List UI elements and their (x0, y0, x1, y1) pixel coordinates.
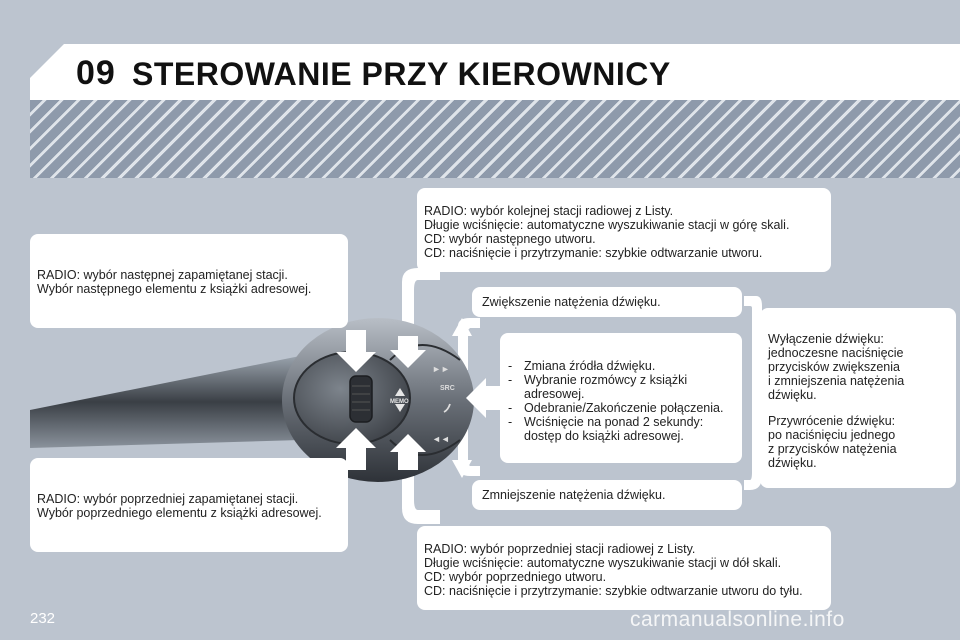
callout-line: CD: naciśnięcie i przytrzymanie: szybkie odtwarzanie utworu do tyłu. (424, 584, 803, 598)
callout-line: dźwięku. (768, 388, 817, 402)
scroll-wheel (350, 376, 372, 422)
page-title: STEROWANIE PRZY KIEROWNICY (132, 56, 671, 92)
callout-line: RADIO: wybór następnej zapamiętanej stacji. (37, 268, 288, 282)
mute-on-text (768, 332, 946, 402)
callout-line: Przywrócenie dźwięku: (768, 414, 896, 428)
rewind-icon: ◄◄ (432, 434, 450, 444)
callout-line: Zmniejszenie natężenia dźwięku. (482, 488, 666, 502)
stalk-arm (30, 356, 300, 448)
list-item: - Zmiana źródła dźwięku. (508, 359, 732, 373)
callout-line: RADIO: wybór kolejnej stacji radiowej z Listy. (424, 204, 674, 218)
callout-next-preset (30, 234, 348, 328)
callout-mute (760, 308, 956, 488)
fast-forward-icon: ►► (432, 364, 450, 374)
callout-line: Wyłączenie dźwięku: (768, 332, 884, 346)
callout-line: Długie wciśnięcie: automatyczne wyszukiwanie stacji w dół skali. (424, 556, 782, 570)
callout-line: Zwiększenie natężenia dźwięku. (482, 295, 661, 309)
callout-seek-up (417, 188, 831, 272)
callout-volume-up (472, 287, 742, 317)
list-item: - Wciśnięcie na ponad 2 sekundy: dostęp do książki adresowej. (508, 415, 732, 443)
callout-line: jednoczesne naciśnięcie (768, 346, 904, 360)
page-number: 232 (30, 610, 56, 627)
callout-line: RADIO: wybór poprzedniej stacji radiowej z Listy. (424, 542, 696, 556)
callout-line: dźwięku. (768, 456, 817, 470)
callout-line: CD: wybór poprzedniego utworu. (424, 570, 607, 584)
callout-source-phone (500, 333, 742, 463)
src-label: SRC (440, 385, 455, 392)
list-item: - Wybranie rozmówcy z książki adresowej. (508, 373, 732, 401)
callout-line: przycisków zwiększenia (768, 360, 900, 374)
callout-line: Wybór następnego elementu z książki adresowej. (37, 282, 312, 296)
callout-line: RADIO: wybór poprzedniej zapamiętanej stacji. (37, 492, 299, 506)
mute-off-text (768, 414, 946, 470)
callout-line: po naciśnięciu jednego (768, 428, 896, 442)
chapter-number: 09 (76, 54, 116, 92)
callout-line: CD: naciśnięcie i przytrzymanie: szybkie odtwarzanie utworu. (424, 246, 763, 260)
callout-line: Wybór poprzedniego elementu z książki adresowej. (37, 506, 322, 520)
list-item: - Odebranie/Zakończenie połączenia. (508, 401, 732, 415)
callout-volume-down (472, 480, 742, 510)
callout-line: CD: wybór następnego utworu. (424, 232, 596, 246)
callout-previous-preset (30, 458, 348, 552)
memo-label: MEMO (390, 399, 409, 405)
callout-line: Długie wciśnięcie: automatyczne wyszukiwanie stacji w górę skali. (424, 218, 790, 232)
watermark: carmanualsonline.info (630, 608, 845, 631)
callout-line: i zmniejszenia natężenia (768, 374, 905, 388)
callout-line: z przycisków natężenia (768, 442, 897, 456)
callout-seek-down (417, 526, 831, 610)
